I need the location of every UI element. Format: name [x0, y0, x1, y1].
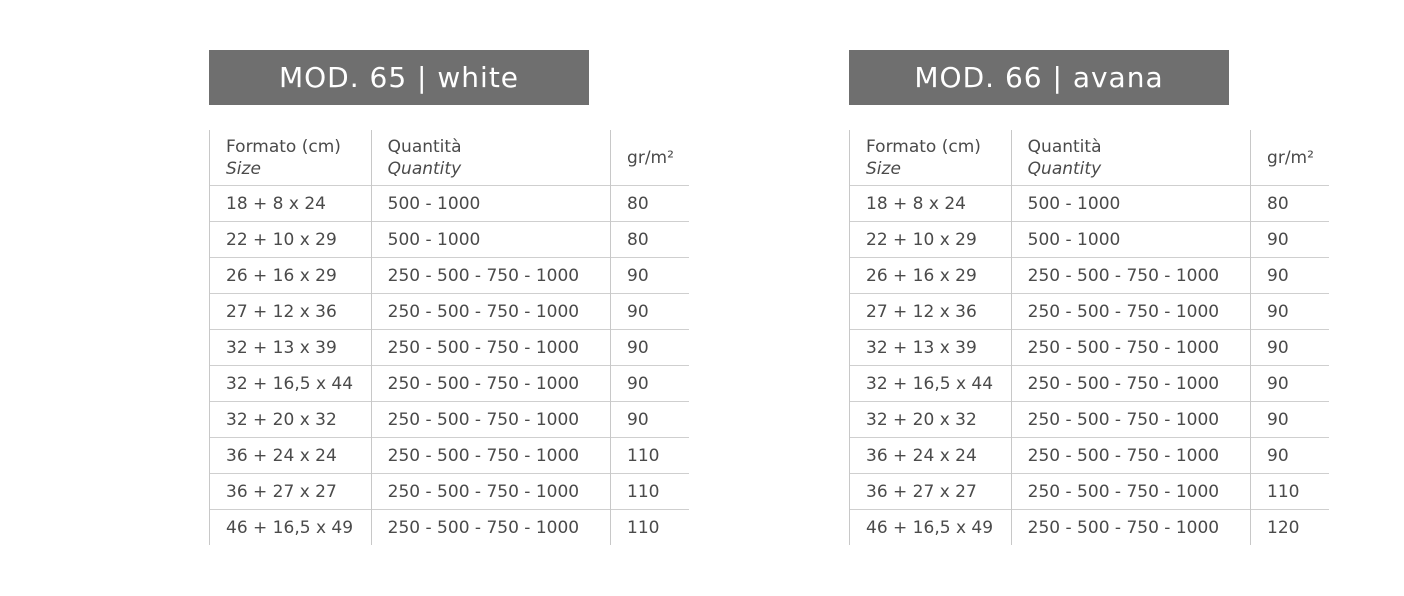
- cell-quantity: 250 - 500 - 750 - 1000: [1011, 258, 1250, 294]
- cell-weight: 80: [611, 222, 689, 258]
- table-row: [210, 258, 690, 294]
- table-row: [210, 366, 690, 402]
- cell-weight: 110: [611, 474, 689, 510]
- table-row: [850, 330, 1330, 366]
- table-row: [850, 366, 1330, 402]
- header-weight: gr/m²: [611, 130, 689, 186]
- table-row: [210, 474, 690, 510]
- table-row: [850, 474, 1330, 510]
- cell-quantity: 250 - 500 - 750 - 1000: [371, 474, 610, 510]
- mod-65-table: [209, 130, 689, 545]
- table-row: [210, 510, 690, 546]
- cell-quantity: 250 - 500 - 750 - 1000: [371, 366, 610, 402]
- cell-size: 32 + 13 x 39: [850, 330, 1012, 366]
- cell-quantity: 250 - 500 - 750 - 1000: [1011, 330, 1250, 366]
- table-row: [210, 222, 690, 258]
- cell-quantity: 500 - 1000: [371, 222, 610, 258]
- header-weight: gr/m²: [1251, 130, 1329, 186]
- header-quantity-label: Quantità: [1027, 136, 1102, 157]
- cell-weight: 90: [1251, 402, 1329, 438]
- table-row: [210, 186, 690, 222]
- cell-weight: 80: [611, 186, 689, 222]
- cell-quantity: 500 - 1000: [1011, 222, 1250, 258]
- header-quantity-en-label: Quantity: [1027, 158, 1102, 179]
- cell-size: 18 + 8 x 24: [210, 186, 372, 222]
- header-size-en-label: Size: [866, 158, 901, 179]
- cell-quantity: 500 - 1000: [371, 186, 610, 222]
- header-quantity: [1011, 130, 1250, 186]
- cell-weight: 110: [611, 510, 689, 546]
- mod-65-title: MOD. 65 | white: [209, 50, 589, 105]
- cell-size: 36 + 27 x 27: [210, 474, 372, 510]
- cell-quantity: 250 - 500 - 750 - 1000: [371, 258, 610, 294]
- cell-weight: 90: [1251, 366, 1329, 402]
- cell-quantity: 250 - 500 - 750 - 1000: [371, 510, 610, 546]
- cell-size: 26 + 16 x 29: [210, 258, 372, 294]
- header-size-label: Formato (cm): [226, 136, 341, 157]
- cell-size: 26 + 16 x 29: [850, 258, 1012, 294]
- table-row: [850, 186, 1330, 222]
- cell-quantity: 250 - 500 - 750 - 1000: [371, 438, 610, 474]
- header-quantity-en-label: Quantity: [387, 158, 462, 179]
- table-row: [210, 402, 690, 438]
- table-row: [210, 330, 690, 366]
- cell-weight: 90: [611, 366, 689, 402]
- cell-weight: 90: [611, 330, 689, 366]
- header-size: [210, 130, 372, 186]
- table-row: [210, 438, 690, 474]
- cell-size: 18 + 8 x 24: [850, 186, 1012, 222]
- mod-65-panel: [209, 50, 689, 545]
- cell-size: 36 + 27 x 27: [850, 474, 1012, 510]
- cell-size: 36 + 24 x 24: [850, 438, 1012, 474]
- cell-weight: 90: [611, 258, 689, 294]
- cell-weight: 90: [1251, 222, 1329, 258]
- table-header-row: [850, 130, 1330, 186]
- cell-size: 32 + 20 x 32: [850, 402, 1012, 438]
- cell-size: 32 + 13 x 39: [210, 330, 372, 366]
- cell-quantity: 250 - 500 - 750 - 1000: [371, 294, 610, 330]
- cell-size: 36 + 24 x 24: [210, 438, 372, 474]
- table-row: [210, 294, 690, 330]
- cell-size: 32 + 16,5 x 44: [850, 366, 1012, 402]
- cell-weight: 90: [611, 294, 689, 330]
- cell-weight: 80: [1251, 186, 1329, 222]
- table-row: [850, 402, 1330, 438]
- mod-66-title: MOD. 66 | avana: [849, 50, 1229, 105]
- cell-quantity: 250 - 500 - 750 - 1000: [1011, 366, 1250, 402]
- cell-quantity: 500 - 1000: [1011, 186, 1250, 222]
- cell-size: 46 + 16,5 x 49: [210, 510, 372, 546]
- cell-size: 22 + 10 x 29: [210, 222, 372, 258]
- cell-size: 32 + 16,5 x 44: [210, 366, 372, 402]
- cell-quantity: 250 - 500 - 750 - 1000: [1011, 294, 1250, 330]
- table-row: [850, 258, 1330, 294]
- cell-size: 46 + 16,5 x 49: [850, 510, 1012, 546]
- header-size-en-label: Size: [226, 158, 261, 179]
- header-quantity-label: Quantità: [387, 136, 462, 157]
- table-row: [850, 222, 1330, 258]
- cell-weight: 90: [1251, 258, 1329, 294]
- header-size-label: Formato (cm): [866, 136, 981, 157]
- cell-quantity: 250 - 500 - 750 - 1000: [371, 330, 610, 366]
- cell-size: 27 + 12 x 36: [850, 294, 1012, 330]
- cell-weight: 120: [1251, 510, 1329, 546]
- cell-weight: 90: [1251, 294, 1329, 330]
- table-header-row: [210, 130, 690, 186]
- cell-size: 22 + 10 x 29: [850, 222, 1012, 258]
- cell-quantity: 250 - 500 - 750 - 1000: [1011, 510, 1250, 546]
- table-row: [850, 294, 1330, 330]
- cell-quantity: 250 - 500 - 750 - 1000: [371, 402, 610, 438]
- cell-weight: 90: [611, 402, 689, 438]
- cell-weight: 90: [1251, 330, 1329, 366]
- cell-weight: 110: [1251, 474, 1329, 510]
- cell-weight: 90: [1251, 438, 1329, 474]
- header-size: [850, 130, 1012, 186]
- header-quantity: [371, 130, 610, 186]
- cell-size: 27 + 12 x 36: [210, 294, 372, 330]
- table-row: [850, 510, 1330, 546]
- mod-66-panel: [849, 50, 1329, 545]
- cell-quantity: 250 - 500 - 750 - 1000: [1011, 438, 1250, 474]
- cell-quantity: 250 - 500 - 750 - 1000: [1011, 402, 1250, 438]
- mod-66-table: [849, 130, 1329, 545]
- table-row: [850, 438, 1330, 474]
- cell-weight: 110: [611, 438, 689, 474]
- cell-size: 32 + 20 x 32: [210, 402, 372, 438]
- cell-quantity: 250 - 500 - 750 - 1000: [1011, 474, 1250, 510]
